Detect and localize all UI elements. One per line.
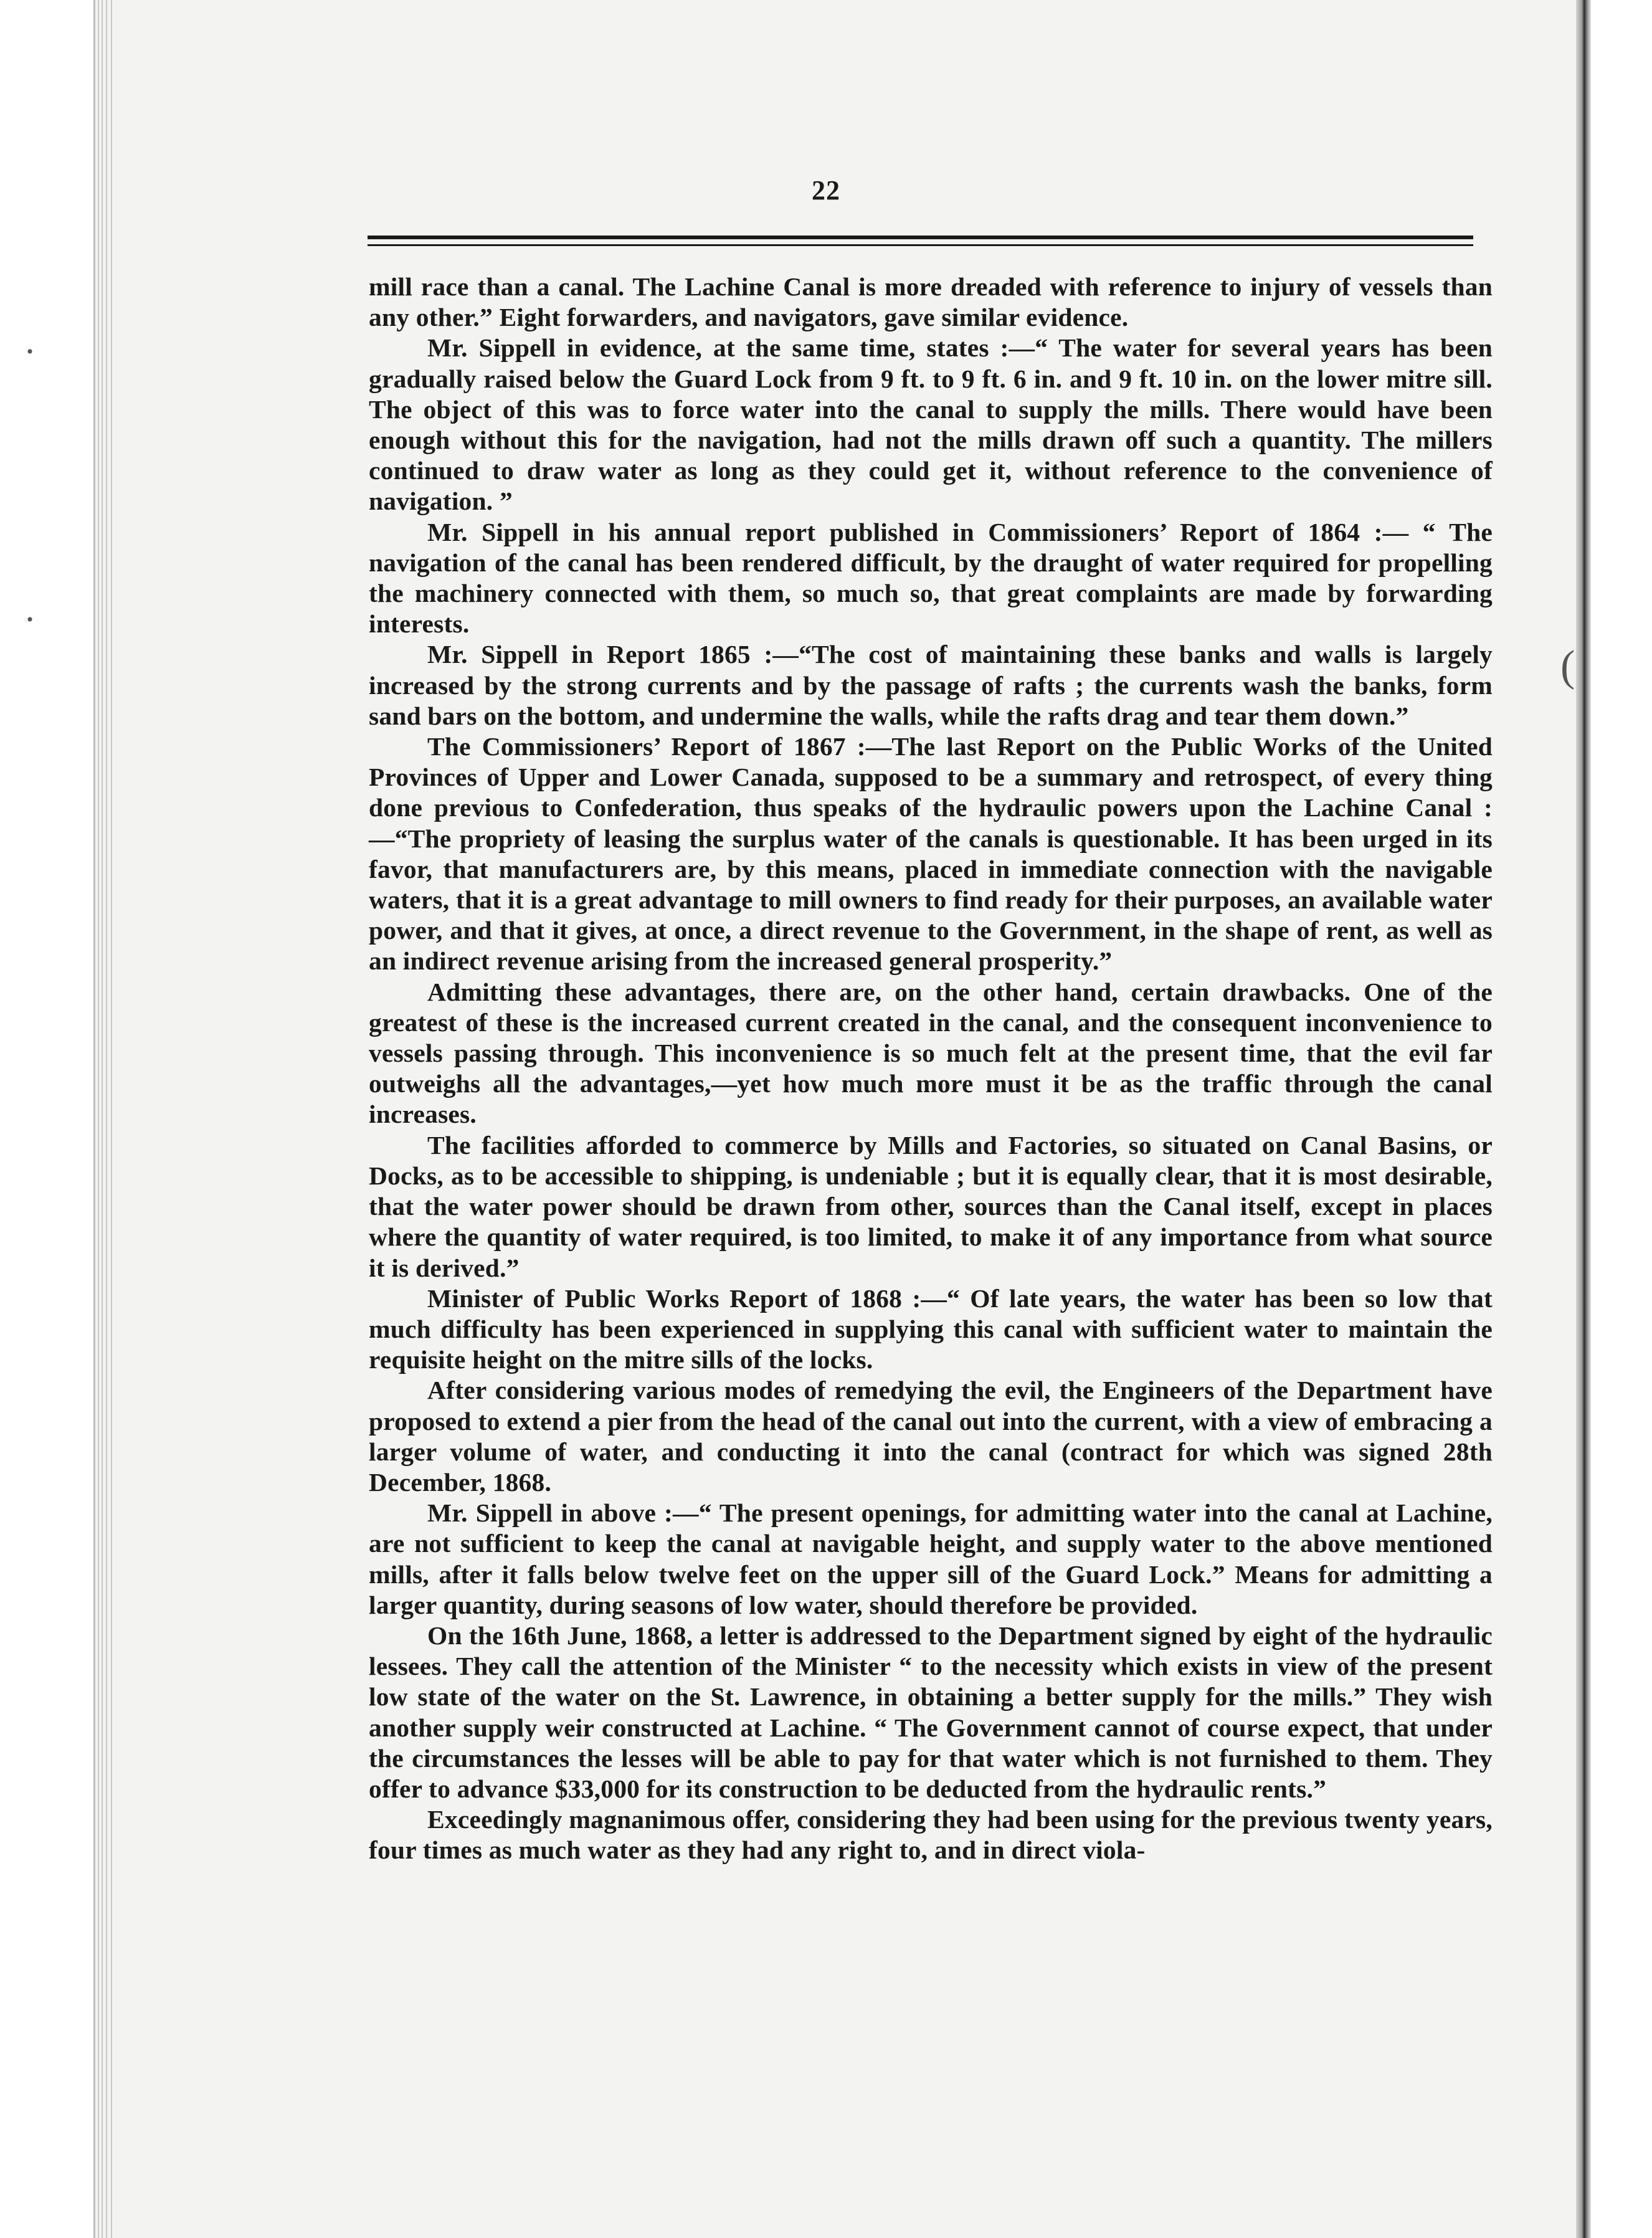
paragraph: mill race than a canal. The Lachine Canal is more dreaded with reference to injury of vessels than any other.” Eight forwarders, and navigators, gave similar evidence.: [369, 272, 1493, 332]
header-rule: [368, 244, 1473, 246]
margin-mark: ·: [24, 331, 36, 372]
paragraph: After considering various modes of remedying the evil, the Engineers of the Department have proposed to extend a pier from the head of the canal out into the current, with a view of embracing a larger volume of water, and conducting it into the canal (contract for which was signed 28th December, 1868.: [369, 1376, 1493, 1497]
paragraph: The Commissioners’ Report of 1867 :—The last Report on the Public Works of the United Provinces of Upper and Lower Canada, supposed to be a summary and retrospect, of every thing done previous to Confederation, thus speaks of the hydraulic powers upon the Lachine Canal :—“The propriety of leasing the surplus water of the canals is questionable. It has been urged in its favor, that manufacturers are, by this means, placed in immediate connection with the navigable waters, that it is a great advantage to mill owners to find ready for their purposes, an available water power, and that it gives, at once, a direct revenue to the Government, in the shape of rent, as well as an indirect revenue arising from the increased general prosperity.”: [369, 732, 1493, 976]
margin-mark: ·: [24, 599, 36, 640]
paragraph: Mr. Sippell in evidence, at the same time, states :—“ The water for several years has been gradually raised below the Guard Lock from 9 ft. to 9 ft. 6 in. and 9 ft. 10 in. on the lower mitre sill. The object of this was to force water into the canal to supply the mills. There would have been enough without this for the navigation, had not the mills drawn off such a quantity. The millers continued to draw water as long as they could get it, without reference to the convenience of navigation. ”: [369, 333, 1493, 516]
paragraph: The facilities afforded to commerce by Mills and Factories, so situated on Canal Basins, or Docks, as to be accessible to shipping, is undeniable ; but it is equally clear, that it is most desirable, that the water power should be drawn from other, sources than the Canal itself, except in places where the quantity of water required, is too limited, to make it of any importance from what source it is derived.”: [369, 1130, 1493, 1282]
book-spine-edge: [1576, 0, 1591, 2238]
page-edge-line: [98, 0, 99, 2238]
paragraph: Mr. Sippell in his annual report published in Commissioners’ Report of 1864 :— “ The navigation of the canal has been rendered difficult, by the draught of water required for propelling the machinery connected with them, so much so, that great complaints are made by forwarding interests.: [369, 517, 1493, 639]
header-rule: [368, 236, 1473, 239]
margin-mark: (: [1560, 642, 1575, 690]
page-edge-line: [106, 0, 107, 2238]
paragraph: Mr. Sippell in above :—“ The present openings, for admitting water into the canal at Lachine, are not sufficient to keep the canal at navigable height, and supply water to the above mentioned mills, after it falls below twelve feet on the upper sill of the Guard Lock.” Means for admitting a larger quantity, during seasons of low water, should therefore be provided.: [369, 1498, 1493, 1619]
paragraph: Admitting these advantages, there are, on the other hand, certain drawbacks. One of the greatest of these is the increased current created in the canal, and the consequent inconvenience to vessels passing through. This inconvenience is so much felt at the present time, that the evil far outweighs all the advantages,—yet how much more must it be as the traffic through the canal increases.: [369, 977, 1493, 1129]
paragraph: Mr. Sippell in Report 1865 :—“The cost of maintaining these banks and walls is largely increased by the strong currents and by the passage of rafts ; the currents wash the banks, form sand bars on the bottom, and undermine the walls, while the rafts drag and tear them down.”: [369, 640, 1493, 730]
page-number: 22: [812, 175, 840, 206]
page-edge-line: [111, 0, 112, 2238]
paragraph: Minister of Public Works Report of 1868 :—“ Of late years, the water has been so low that much difficulty has been experienced in supplying this canal with sufficient water to maintain the requisite height on the mitre sills of the locks.: [369, 1283, 1493, 1374]
body-text: [369, 272, 1493, 1866]
page-edge-line: [102, 0, 103, 2238]
paragraph: Exceedingly magnanimous offer, considering they had been using for the previous twenty years, four times as much water as they had any right to, and in direct viola-: [369, 1805, 1493, 1865]
paragraph: On the 16th June, 1868, a letter is addressed to the Department signed by eight of the hydraulic lessees. They call the attention of the Minister “ to the necessity which exists in view of the present low state of the water on the St. Lawrence, in obtaining a better supply for the mills.” They wish another supply weir constructed at Lachine. “ The Government cannot of course expect, that under the circumstances the lesses will be able to pay for that water which is not furnished to them. They offer to advance $33,000 for its construction to be deducted from the hydraulic rents.”: [369, 1621, 1493, 1803]
